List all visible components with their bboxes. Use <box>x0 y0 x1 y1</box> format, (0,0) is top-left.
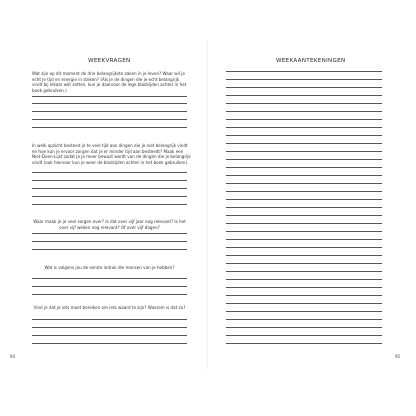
note-line[interactable] <box>226 151 382 152</box>
note-line[interactable] <box>226 247 382 248</box>
answer-line[interactable] <box>32 286 187 287</box>
page-title-weekvragen: WEEKVRAGEN <box>88 58 131 64</box>
answer-line[interactable] <box>32 241 187 242</box>
answer-line[interactable] <box>32 204 187 205</box>
answer-line[interactable] <box>32 119 187 120</box>
answer-line[interactable] <box>32 127 187 128</box>
note-line[interactable] <box>226 271 382 272</box>
note-line[interactable] <box>226 319 382 320</box>
note-line[interactable] <box>226 95 382 96</box>
note-line[interactable] <box>226 199 382 200</box>
note-line[interactable] <box>226 263 382 264</box>
note-line[interactable] <box>226 135 382 136</box>
question-5: Vind je dat je iets moet bereiken om iets waard te zijn? Waarom is dat zo? <box>33 305 186 310</box>
note-line[interactable] <box>226 87 382 88</box>
answer-line[interactable] <box>32 188 187 189</box>
question-3: Waar maak je je veel zorgen over? Is dat over vijf jaar nog relevant? Is het over vijf weken nog relevant? Of over vijf dagen? <box>33 219 186 230</box>
note-line[interactable] <box>226 215 382 216</box>
note-line[interactable] <box>226 127 382 128</box>
answer-line[interactable] <box>32 96 187 97</box>
note-line[interactable] <box>226 111 382 112</box>
answer-line[interactable] <box>32 103 187 104</box>
answer-line[interactable] <box>32 343 187 344</box>
note-line[interactable] <box>226 343 382 344</box>
note-line[interactable] <box>226 167 382 168</box>
page-title-weekaantekeningen: WEEKAANTEKENINGEN <box>276 58 346 64</box>
note-line[interactable] <box>226 239 382 240</box>
note-line[interactable] <box>226 175 382 176</box>
question-2: In welk opzicht besteed je te veel tijd aan dingen die je niet belangrijk vindt en hoe kun je ervoor zorgen dat je er minder tijd aan besteedt? Maak een Niet-Doen-Lijst zodat je je meer bewust wordt van de dingen die je belangrijk vindt (ook hiervoor kun je weer de bladzijden achter in het boek gebruiken). <box>32 143 191 166</box>
note-line[interactable] <box>226 71 382 72</box>
note-line[interactable] <box>226 295 382 296</box>
note-line[interactable] <box>226 143 382 144</box>
note-line[interactable] <box>226 103 382 104</box>
page-number: 95 <box>395 354 401 359</box>
note-line[interactable] <box>226 255 382 256</box>
page-number: 94 <box>10 354 16 359</box>
note-line[interactable] <box>226 183 382 184</box>
note-line[interactable] <box>226 191 382 192</box>
answer-line[interactable] <box>32 327 187 328</box>
note-line[interactable] <box>226 279 382 280</box>
note-line[interactable] <box>226 159 382 160</box>
note-line[interactable] <box>226 303 382 304</box>
question-1: Wat zijn op dit moment de drie belangrijkste zaken in je leven? Waar wil je echt je tijd en energie in steken? (Als je de dingen die je echt belangrijk vindt bij elkaar wilt zetten, kun je daarvoor de lege bladzijden achter in het boek gebruiken.) <box>32 71 187 94</box>
answer-line[interactable] <box>32 294 187 295</box>
answer-line[interactable] <box>32 111 187 112</box>
answer-line[interactable] <box>32 180 187 181</box>
question-4: Wat is volgens jou de eerste indruk die mensen van je hebben? <box>44 265 175 270</box>
note-line[interactable] <box>226 311 382 312</box>
note-line[interactable] <box>226 119 382 120</box>
note-line[interactable] <box>226 79 382 80</box>
answer-line[interactable] <box>32 249 187 250</box>
note-line[interactable] <box>226 223 382 224</box>
answer-line[interactable] <box>32 335 187 336</box>
note-line[interactable] <box>226 231 382 232</box>
answer-line[interactable] <box>32 172 187 173</box>
note-line[interactable] <box>226 287 382 288</box>
note-line[interactable] <box>226 335 382 336</box>
answer-line[interactable] <box>32 233 187 234</box>
note-line[interactable] <box>226 207 382 208</box>
answer-line[interactable] <box>32 319 187 320</box>
note-line[interactable] <box>226 327 382 328</box>
answer-line[interactable] <box>32 196 187 197</box>
answer-line[interactable] <box>32 278 187 279</box>
